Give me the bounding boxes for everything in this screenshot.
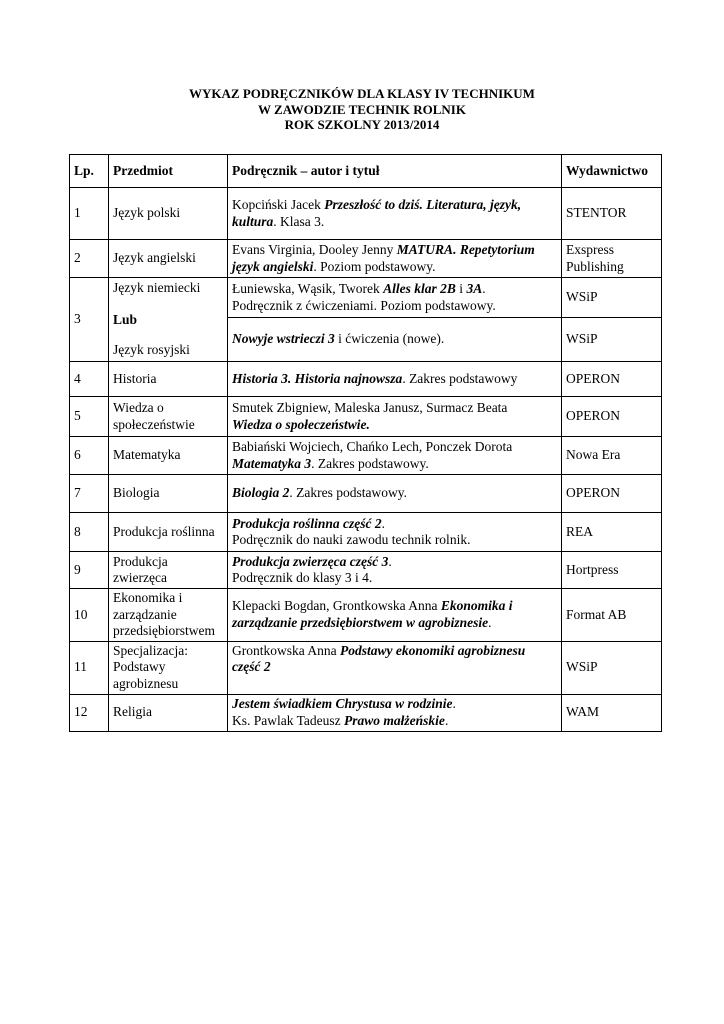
table-header-row: [70, 155, 662, 188]
row-publisher: Hortpress: [562, 552, 662, 589]
row-book: Produkcja roślinna część 2. Podręcznik do nauki zawodu technik rolnik.: [228, 513, 562, 552]
table-row: [70, 437, 662, 475]
table-row: [70, 641, 662, 694]
header-publisher: Wydawnictwo: [562, 155, 662, 188]
row-subject: Specjalizacja: Podstawy agrobiznesu: [109, 641, 228, 694]
row-book: Grontkowska Anna Podstawy ekonomiki agrobiznesu część 2: [228, 641, 562, 694]
row-publisher: Format AB: [562, 589, 662, 642]
row-lp: 6: [70, 437, 109, 475]
row-lp: 1: [70, 188, 109, 240]
table-row: [70, 552, 662, 589]
row-subject: Język angielski: [109, 240, 228, 278]
row-publisher: WSiP: [562, 318, 662, 362]
title-line-2: W ZAWODZIE TECHNIK ROLNIK: [258, 101, 466, 117]
table-row: [70, 188, 662, 240]
row-subject: Matematyka: [109, 437, 228, 475]
row-subject: Język polski: [109, 188, 228, 240]
row-publisher: REA: [562, 513, 662, 552]
row-book: Klepacki Bogdan, Grontkowska Anna Ekonomika i zarządzanie przedsiębiorstwem w agrobiznesie.: [228, 589, 562, 642]
row-subject: Religia: [109, 694, 228, 731]
title-line-3: ROK SZKOLNY 2013/2014: [284, 117, 440, 132]
row-book: Nowyje wstrieczi 3 i ćwiczenia (nowe).: [228, 318, 562, 362]
row-publisher: STENTOR: [562, 188, 662, 240]
row-book: Produkcja zwierzęca część 3. Podręcznik do klasy 3 i 4.: [228, 552, 562, 589]
header-book: Podręcznik – autor i tytuł: [228, 155, 562, 188]
subject-or-label: Lub: [113, 311, 138, 327]
row-subject: Produkcja roślinna: [109, 513, 228, 552]
row-subject: Historia: [109, 362, 228, 397]
header-lp: Lp.: [70, 155, 109, 188]
row-lp: 5: [70, 397, 109, 437]
row-book: Kopciński Jacek Przeszłość to dziś. Literatura, język, kultura. Klasa 3.: [228, 188, 562, 240]
row-book: Historia 3. Historia najnowsza. Zakres podstawowy: [228, 362, 562, 397]
table-row: [70, 397, 662, 437]
row-subject: Ekonomika i zarządzanie przedsiębiorstwem: [109, 589, 228, 642]
row-subject: Produkcja zwierzęca: [109, 552, 228, 589]
row-lp: 8: [70, 513, 109, 552]
row-lp: 12: [70, 694, 109, 731]
row-subject: Wiedza o społeczeństwie: [109, 397, 228, 437]
row-lp: 2: [70, 240, 109, 278]
row-publisher: OPERON: [562, 362, 662, 397]
row-lp: 4: [70, 362, 109, 397]
row-publisher: OPERON: [562, 397, 662, 437]
document-title: [0, 86, 724, 133]
row-book: Smutek Zbigniew, Maleska Janusz, Surmacz Beata Wiedza o społeczeństwie.: [228, 397, 562, 437]
header-subject: Przedmiot: [109, 155, 228, 188]
textbook-table: [69, 154, 662, 732]
row-lp: 7: [70, 475, 109, 513]
row-publisher: Exspress Publishing: [562, 240, 662, 278]
row-publisher: Nowa Era: [562, 437, 662, 475]
table-row: [70, 513, 662, 552]
row-book: Łuniewska, Wąsik, Tworek Alles klar 2B i 3A. Podręcznik z ćwiczeniami. Poziom podstawowy.: [228, 278, 562, 318]
subject-german: Język niemiecki: [113, 280, 201, 296]
row-lp: 10: [70, 589, 109, 642]
row-lp: 9: [70, 552, 109, 589]
row-subject: Biologia: [109, 475, 228, 513]
row-book: Jestem świadkiem Chrystusa w rodzinie. Ks. Pawlak Tadeusz Prawo małżeńskie.: [228, 694, 562, 731]
row-book: Biologia 2. Zakres podstawowy.: [228, 475, 562, 513]
row-book: Babiański Wojciech, Chańko Lech, Ponczek Dorota Matematyka 3. Zakres podstawowy.: [228, 437, 562, 475]
row-publisher: WAM: [562, 694, 662, 731]
row-publisher: WSiP: [562, 641, 662, 694]
table-row: [70, 589, 662, 642]
table-row: [70, 240, 662, 278]
table-row: [70, 475, 662, 513]
table-row: [70, 278, 662, 318]
subject-russian: Język rosyjski: [113, 342, 190, 358]
table-row: [70, 694, 662, 731]
table-row: [70, 362, 662, 397]
row-publisher: OPERON: [562, 475, 662, 513]
title-line-1: WYKAZ PODRĘCZNIKÓW DLA KLASY IV TECHNIKUM: [189, 86, 535, 101]
row-lp: 11: [70, 641, 109, 694]
row-lp: 3: [70, 278, 109, 362]
row-subject: [109, 278, 228, 362]
row-book: Evans Virginia, Dooley Jenny MATURA. Repetytorium język angielski. Poziom podstawowy.: [228, 240, 562, 278]
row-publisher: WSiP: [562, 278, 662, 318]
